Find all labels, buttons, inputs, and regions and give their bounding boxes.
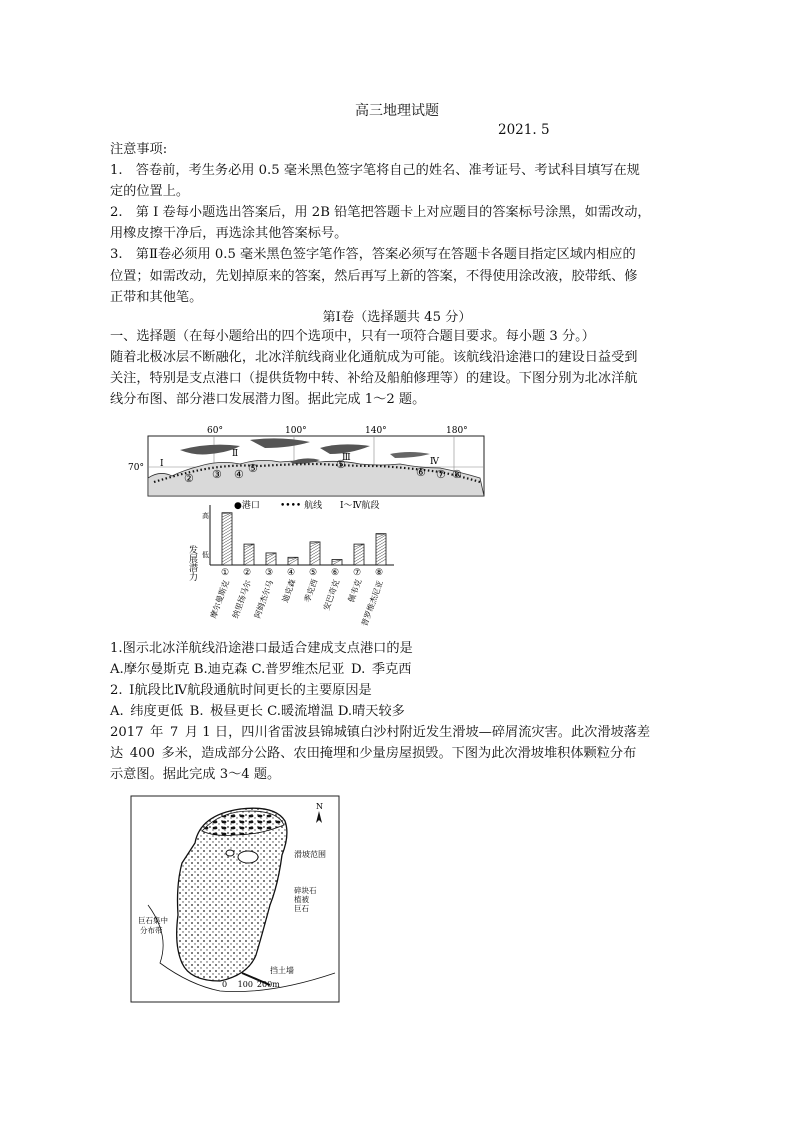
bar-category-label: 普罗维杰尼亚 bbox=[359, 579, 385, 628]
question-2: 2. Ⅰ航段比Ⅳ航段通航时间更长的主要原因是 bbox=[110, 683, 372, 698]
bar-category-label: 安巴奇克 bbox=[321, 578, 342, 612]
notice-line: 定的位置上。 bbox=[110, 184, 190, 199]
intro-paragraph-line: 随着北极冰层不断融化，北冰洋航线商业化通航成为可能。该航线沿途港口的建设日益受到 bbox=[110, 350, 638, 365]
section-title: 第Ⅰ卷（选择题共 45 分） bbox=[322, 310, 472, 325]
y-high-label: 高 bbox=[202, 512, 209, 520]
port-marker: ② bbox=[184, 472, 194, 485]
question-1: 1.图示北冰洋航线沿途港口最适合建成支点港口的是 bbox=[110, 641, 413, 656]
intro-paragraph-line: 示意图。据此完成 3～4 题。 bbox=[110, 767, 281, 782]
notice-line: 3. 第Ⅱ卷必须用 0.5 毫米黑色签字笔作答，答案必须写在答题卡各题目指定区域内相应的 bbox=[110, 247, 636, 262]
legend-item: 植被 bbox=[294, 895, 309, 904]
lon-label: 140° bbox=[365, 426, 387, 436]
question-2-options: A. 纬度更低 B. 极昼更长 C.暖流增温 D.晴天较多 bbox=[110, 704, 405, 719]
bar-category-label: 摩尔曼斯克 bbox=[208, 578, 232, 620]
port-marker: ⑥ bbox=[416, 466, 426, 479]
legend-item: 巨石 bbox=[294, 904, 309, 913]
bar-marker: ⑦ bbox=[353, 568, 362, 578]
intro-paragraph-line: 关注，特别是支点港口（提供货物中转、补给及船舶修理等）的建设。下图分别为北冰洋航 bbox=[110, 371, 638, 386]
label-boulder: 分布带 bbox=[140, 926, 163, 935]
bar-category-label: 纳里扬马尔 bbox=[230, 578, 254, 620]
bar-category-label: 季克西 bbox=[302, 578, 320, 604]
legend-item: 碎块石 bbox=[294, 886, 317, 895]
intro-paragraph-line: 线分布图、部分港口发展潜力图。据此完成 1～2 题。 bbox=[110, 392, 426, 407]
notice-line: 2. 第 I 卷每小题选出答案后，用 2B 铅笔把答题卡上对应题目的答案标号涂黑，如需改动， bbox=[110, 205, 651, 220]
segment-label: Ⅱ bbox=[232, 449, 239, 459]
notice-line: 位置；如需改动，先划掉原来的答案，然后再写上新的答案，不得使用涂改液，胶带纸、修 bbox=[110, 269, 638, 284]
intro-paragraph-line: 达 400 多米，造成部分公路、农田掩埋和少量房屋损毁。下图为此次滑坡堆积体颗粒分布 bbox=[110, 746, 637, 761]
legend-segment: Ⅰ～Ⅳ航段 bbox=[340, 501, 380, 511]
legend-port: ●港口 bbox=[234, 501, 260, 511]
notice-heading: 注意事项: bbox=[110, 142, 168, 157]
notice-line: 1. 答卷前，考生务必用 0.5 毫米黑色签字笔将自己的姓名、准考证号、考试科目填写在规 bbox=[110, 163, 640, 178]
north-arrow: N bbox=[316, 802, 323, 811]
scale-bar: 0 100 200m bbox=[222, 980, 280, 989]
notice-line: 用橡皮擦干净后，再选涂其他答案标号。 bbox=[110, 226, 348, 241]
label-wall: 挡土墙 bbox=[270, 966, 294, 975]
legend-route: •••• 航线 bbox=[280, 501, 323, 511]
port-marker: ③ bbox=[212, 468, 222, 481]
segment-label: Ⅳ bbox=[430, 457, 439, 467]
label-range: 滑坡范围 bbox=[294, 850, 326, 859]
bar-marker: ⑤ bbox=[309, 568, 318, 578]
bar-marker: ① bbox=[221, 568, 230, 578]
port-marker: ⑧ bbox=[452, 468, 462, 481]
bar bbox=[310, 542, 320, 565]
bar-marker: ② bbox=[243, 568, 252, 578]
lon-label: 180° bbox=[446, 426, 468, 436]
bar-category-label: 佩韦克 bbox=[346, 578, 364, 604]
paper-title: 高三地理试题 bbox=[355, 103, 439, 119]
bar-marker: ⑥ bbox=[331, 568, 340, 578]
label-boulder: 巨石集中 bbox=[138, 916, 168, 925]
bar-marker: ④ bbox=[287, 568, 296, 578]
segment-label: Ⅰ bbox=[160, 459, 164, 469]
notice-line: 正带和其他笔。 bbox=[110, 290, 203, 305]
y-axis-label: 发展潜力 bbox=[187, 545, 197, 581]
landslide-map bbox=[130, 795, 340, 1003]
port-marker: ⑤ bbox=[248, 462, 258, 475]
port-marker: ⑦ bbox=[436, 468, 446, 481]
bar-marker: ⑧ bbox=[375, 568, 384, 578]
bar-category-label: 阿姆杰尔马 bbox=[252, 578, 276, 620]
port-marker: ④ bbox=[234, 468, 244, 481]
question-1-options: A.摩尔曼斯克 B.迪克森 C.普罗维杰尼亚 D. 季克西 bbox=[110, 662, 412, 677]
port-marker: ⑤ bbox=[336, 458, 346, 471]
bar-marker: ③ bbox=[265, 568, 274, 578]
paper-date: 2021. 5 bbox=[498, 122, 550, 138]
lon-label: 100° bbox=[285, 426, 307, 436]
lon-label: 60° bbox=[207, 426, 223, 436]
intro-paragraph-line: 2017 年 7 月 1 日，四川省雷波县锦城镇白沙村附近发生滑坡—碎屑流灾害。此次滑坡落差 bbox=[110, 725, 651, 740]
bar-category-label: 迪克森 bbox=[280, 578, 298, 604]
section-instruction: 一、选择题（在每小题给出的四个选项中，只有一项符合题目要求。每小题 3 分。） bbox=[110, 329, 595, 344]
arctic-route-map bbox=[128, 420, 490, 516]
lat-label: 70° bbox=[128, 463, 144, 473]
y-low-label: 低 bbox=[202, 551, 209, 559]
segment-label: Ⅲ bbox=[342, 453, 351, 463]
port-potential-chart bbox=[180, 505, 430, 635]
